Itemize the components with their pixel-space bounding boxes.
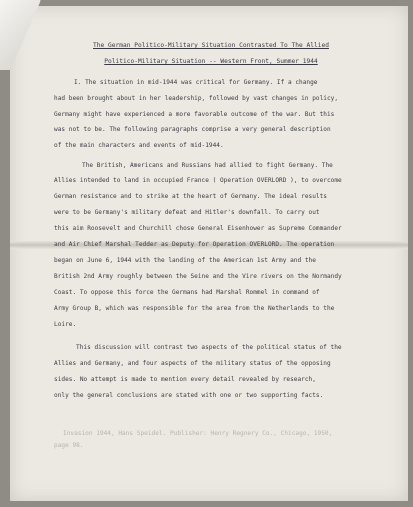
para3-line-4: only the general conclusions are stated with one or two supporting facts.: [54, 392, 324, 399]
para2-line-2: Allies intended to land in occupied France ( Operation OVERLORD ), to overcome: [54, 177, 342, 184]
para2-line-9: Coast. To oppose this force the Germans had Marshal Rommel in command of: [54, 289, 320, 296]
para1-line-4: was not to be. The following paragraphs comprise a very general description: [54, 126, 331, 133]
para3-line-2: Allies and Germany, and four aspects of the military status of the opposing: [54, 360, 331, 367]
para2-line-7: began on June 6, 1944 with the landing of the American 1st Army and the: [54, 257, 316, 264]
para1-line-2: had been brought about in her leadership, followed by vast changes in policy,: [54, 95, 339, 102]
title-line-2: Politico-Military Situation -- Western Front, Summer 1944: [104, 58, 318, 65]
footnote-line-1: Invasion 1944, Hans Speidel. Publisher: Henry Regnery Co., Chicago, 1950,: [63, 430, 333, 437]
para2-line-5: this aim Roosevelt and Churchill chose General Eisenhower as Supreme Commander: [54, 225, 342, 232]
para2-line-11: Loire.: [54, 321, 77, 328]
para2-line-4: were to be Germany's military defeat and Hitler's downfall. To carry out: [54, 209, 320, 216]
footnote-line-2: page 98.: [54, 442, 84, 449]
title-line-1: The German Politico-Military Situation Contrasted To The Allied: [93, 42, 329, 49]
para1-line-3: Germany might have experienced a more favorable outcome of the war. But this: [54, 111, 335, 118]
para1-line-5: of the main characters and events of mid-1944.: [54, 142, 224, 149]
para2-line-3: German resistance and to strike at the heart of Germany. The ideal results: [54, 193, 327, 200]
para2-line-10: Army Group B, which was responsible for the area from the Netherlands to the: [54, 305, 335, 312]
document-page: [14, 0, 408, 507]
para3-line-1: This discussion will contrast two aspects of the political status of the: [76, 344, 342, 351]
para2-line-6: and Air Chief Marshal Tedder as Deputy for Operation OVERLORD. The operation: [54, 241, 335, 248]
para1-line-1: I. The situation in mid-1944 was critical for Germany. If a change: [74, 79, 318, 86]
para2-line-1: The British, Americans and Russians had allied to fight Germany. The: [82, 162, 333, 169]
para3-line-3: sides. No attempt is made to mention every detail revealed by research,: [54, 376, 316, 383]
para2-line-8: British 2nd Army roughly between the Seine and the Vire rivers on the Normandy: [54, 273, 342, 280]
